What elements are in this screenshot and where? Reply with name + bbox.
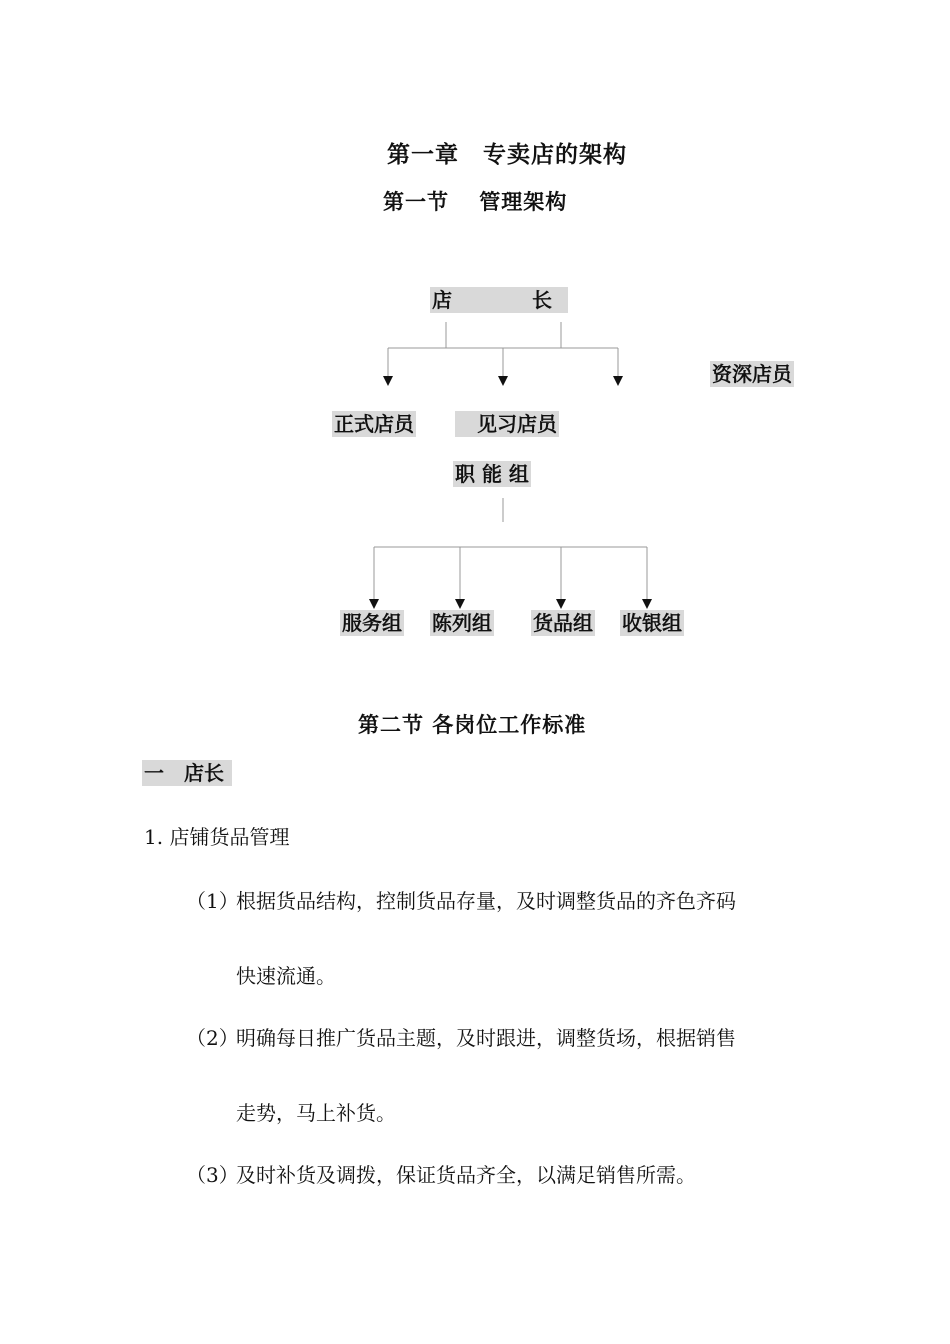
paragraph-2-line-1: 明确每日推广货品主题，及时跟进，调整货场，根据销售: [236, 1026, 736, 1050]
paragraph-1-line-2: 快速流通。: [236, 964, 336, 988]
paragraph-1-line-1: 根据货品结构，控制货品存量，及时调整货品的齐色齐码: [236, 889, 736, 913]
section-title-job-standards: 第二节 各岗位工作标准: [358, 712, 587, 737]
paragraph-3-number: （3）: [186, 1163, 239, 1187]
org-node-display-group: 陈列组: [432, 611, 492, 635]
org-node-manager: 店 长: [430, 287, 568, 313]
org-node-senior-staff: 资深店员: [712, 362, 792, 386]
org-node-formal-staff: 正式店员: [334, 412, 414, 436]
section-title-management: 第一节 管理架构: [383, 189, 568, 214]
paragraph-1-number: （1）: [186, 889, 239, 913]
item-title-goods-management: 1. 店铺货品管理: [144, 825, 290, 849]
paragraph-3-line-1: 及时补货及调拨，保证货品齐全，以满足销售所需。: [236, 1163, 696, 1187]
paragraph-2-number: （2）: [186, 1026, 239, 1050]
role-heading-manager: 一 店长: [142, 760, 232, 786]
org-node-service-group: 服务组: [342, 611, 402, 635]
chapter-title: 第一章 专卖店的架构: [387, 141, 627, 168]
org-node-trainee-staff: 见习店员: [457, 412, 557, 436]
org-node-cashier-group: 收银组: [622, 611, 682, 635]
org-node-goods-group: 货品组: [533, 611, 593, 635]
org-node-function-group: 职 能 组: [455, 462, 529, 486]
paragraph-2-line-2: 走势，马上补货。: [236, 1101, 396, 1125]
